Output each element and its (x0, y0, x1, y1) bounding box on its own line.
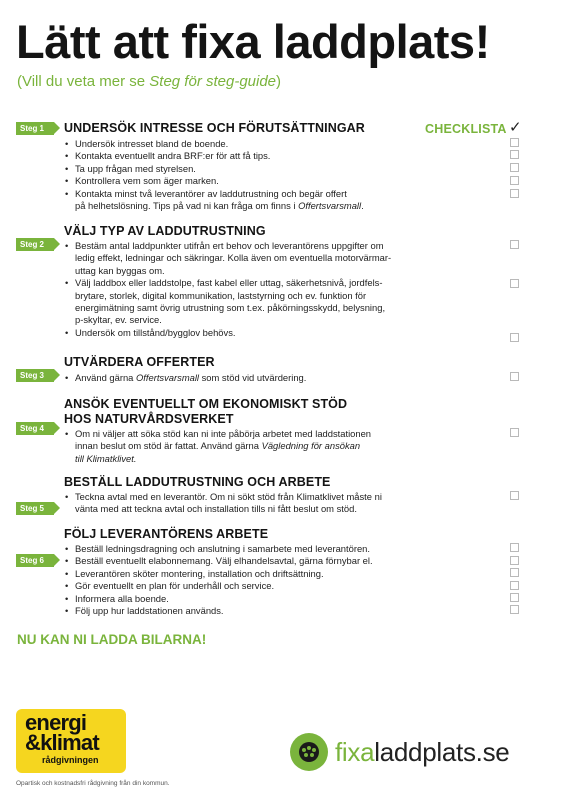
step-badge-4: Steg 4 (16, 422, 54, 435)
logo-line-2: &klimat (25, 730, 99, 755)
checkbox[interactable] (510, 279, 519, 288)
checkbox[interactable] (510, 163, 519, 172)
list-item: • Undersök om tillstånd/bygglov behövs. (64, 327, 419, 339)
step-heading-2: VÄLJ TYP AV LADDUTRUSTNING (64, 224, 266, 238)
step-badge-2: Steg 2 (16, 238, 54, 251)
step-heading-3: UTVÄRDERA OFFERTER (64, 355, 215, 369)
final-message: NU KAN NI LADDA BILARNA! (17, 632, 207, 647)
checkbox[interactable] (510, 581, 519, 590)
list-item: • Gör eventuellt en plan för underhåll och service. (64, 580, 419, 592)
step-list-1 (64, 138, 419, 212)
list-item: • Ta upp frågan med styrelsen. (64, 163, 419, 175)
checkbox[interactable] (510, 428, 519, 437)
ev-plug-icon (290, 733, 328, 771)
step-heading-1: UNDERSÖK INTRESSE OCH FÖRUTSÄTTNINGAR (64, 121, 365, 135)
list-item: • Kontakta eventuellt andra BRF:er för att få tips. (64, 150, 419, 162)
step-list-5 (64, 491, 419, 516)
checkbox[interactable] (510, 556, 519, 565)
step-list-4 (64, 428, 419, 465)
list-item: • Kontrollera vem som äger marken. (64, 175, 419, 187)
list-item: • Följ upp hur laddstationen används. (64, 605, 419, 617)
checkbox[interactable] (510, 605, 519, 614)
step-badge-3: Steg 3 (16, 369, 54, 382)
page-subtitle: (Vill du veta mer se Steg för steg-guide) (17, 73, 282, 90)
list-item: • Välj laddbox eller laddstolpe, fast kabel eller uttag, säkerhetsnivå, jordfels- brytare, storlek, digital kommunikation, laststyrning och ev. funktion för energimätning samt övrig utrustning som t.ex. påkörningsskydd, belysning, p-skyltar, ev. service. (64, 277, 419, 327)
checkbox[interactable] (510, 176, 519, 185)
list-item: • Beställ eventuellt elabonnemang. Välj elhandelsavtal, gärna förnybar el. (64, 555, 419, 567)
checkbox[interactable] (510, 333, 519, 342)
list-item: • Om ni väljer att söka stöd kan ni inte påbörja arbetet med laddstationen innan beslut om stöd är fattat. Använd gärna Vägledning för ansökan till Klimatklivet. (64, 428, 419, 465)
checkbox[interactable] (510, 189, 519, 198)
site-url[interactable]: fixaladdplats.se (335, 737, 510, 767)
list-item: • Informera alla boende. (64, 593, 419, 605)
page-title: Lätt att fixa laddplats! (16, 15, 490, 68)
logo-line-3: rådgivningen (42, 755, 99, 765)
checkbox[interactable] (510, 240, 519, 249)
step-heading-5: BESTÄLL LADDUTRUSTNING OCH ARBETE (64, 475, 331, 489)
list-item: • Undersök intresset bland de boende. (64, 138, 419, 150)
list-item: • Bestäm antal laddpunkter utifrån ert behov och leverantörens uppgifter om ledig effekt, ledningar och säkringar. Kolla även om eventuella motorvärmar- uttag kan byggas om. (64, 240, 419, 277)
checkbox[interactable] (510, 372, 519, 381)
list-item: • Beställ ledningsdragning och anslutning i samarbete med leverantören. (64, 543, 419, 555)
step-list-3 (64, 372, 419, 384)
checkbox[interactable] (510, 543, 519, 552)
checklist-label: CHECKLISTA (425, 122, 507, 136)
step-heading-4: ANSÖK EVENTUELLT OM EKONOMISKT STÖD HOS NATURVÅRDSVERKET (64, 397, 348, 426)
energi-klimat-logo (16, 709, 126, 773)
checkbox[interactable] (510, 593, 519, 602)
checkbox[interactable] (510, 138, 519, 147)
checkbox[interactable] (510, 568, 519, 577)
step-badge-5: Steg 5 (16, 502, 54, 515)
checkbox[interactable] (510, 150, 519, 159)
step-badge-6: Steg 6 (16, 554, 54, 567)
list-item: • Kontakta minst två leverantörer av laddutrustning och begär offert på helhetslösning. Tips på vad ni kan fråga om finns i Offertsvarsmall. (64, 188, 419, 213)
check-mark-icon: ✓ (509, 119, 522, 136)
step-badge-1: Steg 1 (16, 122, 54, 135)
logo-line-1: energi (25, 710, 87, 735)
step-heading-6: FÖLJ LEVERANTÖRENS ARBETE (64, 527, 269, 541)
list-item: • Leverantören sköter montering, installation och driftsättning. (64, 568, 419, 580)
step-list-6 (64, 543, 419, 617)
list-item: • Använd gärna Offertsvarsmall som stöd vid utvärdering. (64, 372, 419, 384)
checkbox[interactable] (510, 491, 519, 500)
footnote: Opartisk och kostnadsfri rådgivning från din kommun. (16, 780, 170, 787)
list-item: • Teckna avtal med en leverantör. Om ni sökt stöd från Klimatklivet måste ni vänta med att teckna avtal och installation tills ni fått beslut om stöd. (64, 491, 419, 516)
step-list-2 (64, 240, 419, 339)
